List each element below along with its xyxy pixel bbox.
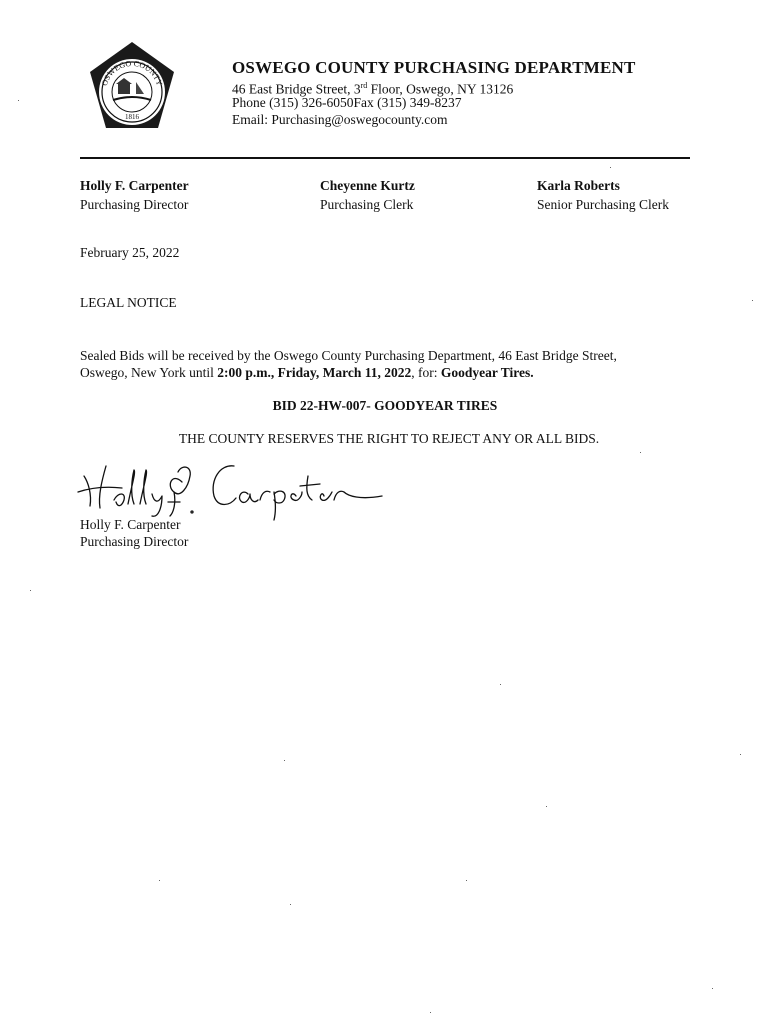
staff-name: Karla Roberts (537, 178, 620, 193)
scan-speck (284, 760, 285, 761)
staff-senior-clerk (537, 176, 669, 214)
staff-title: Senior Purchasing Clerk (537, 197, 669, 212)
staff-title: Purchasing Director (80, 197, 189, 212)
seal-year: 1816 (125, 113, 139, 121)
staff-clerk (320, 176, 415, 214)
department-phone-fax: Phone (315) 326-6050Fax (315) 349-8237 (232, 95, 462, 110)
staff-name: Cheyenne Kurtz (320, 178, 415, 193)
notice-label: LEGAL NOTICE (80, 295, 177, 310)
scan-speck (466, 880, 467, 881)
bid-title: BID 22-HW-007- GOODYEAR TIRES (272, 398, 498, 413)
scan-speck (712, 988, 713, 989)
signer-block (80, 516, 188, 550)
staff-title: Purchasing Clerk (320, 197, 414, 212)
scan-speck (500, 684, 501, 685)
department-title: OSWEGO COUNTY PURCHASING DEPARTMENT (232, 58, 636, 77)
signer-title: Purchasing Director (80, 534, 189, 549)
scan-speck (640, 452, 641, 453)
scan-speck (18, 100, 19, 101)
reserve-notice: THE COUNTY RESERVES THE RIGHT TO REJECT ANY OR ALL BIDS. (178, 431, 600, 446)
signer-name: Holly F. Carpenter (80, 517, 181, 532)
staff-name: Holly F. Carpenter (80, 178, 189, 193)
scan-speck (159, 880, 160, 881)
notice-date: February 25, 2022 (80, 245, 180, 260)
scan-speck (30, 590, 31, 591)
department-address: 46 East Bridge Street, 3rd Floor, Oswego, NY 13126 (232, 81, 514, 97)
scan-speck (430, 1012, 431, 1013)
scan-speck (290, 904, 291, 905)
staff-director (80, 176, 189, 214)
handwritten-signature (70, 452, 400, 522)
seal-text: OSWEGO COUNTY (99, 58, 165, 87)
notice-paragraph: Sealed Bids will be received by the Oswego County Purchasing Department, 46 East Bridge Street, Oswego, New York until 2:00 p.m., Friday, March 11, 2022, for: Goodyear Tires. (80, 348, 617, 380)
scan-speck (740, 754, 741, 755)
county-seal-logo (86, 40, 178, 132)
scan-speck (752, 300, 753, 301)
scan-speck (610, 167, 611, 168)
header-divider (80, 157, 690, 159)
department-email: Email: Purchasing@oswegocounty.com (232, 112, 448, 127)
scan-speck (546, 806, 547, 807)
